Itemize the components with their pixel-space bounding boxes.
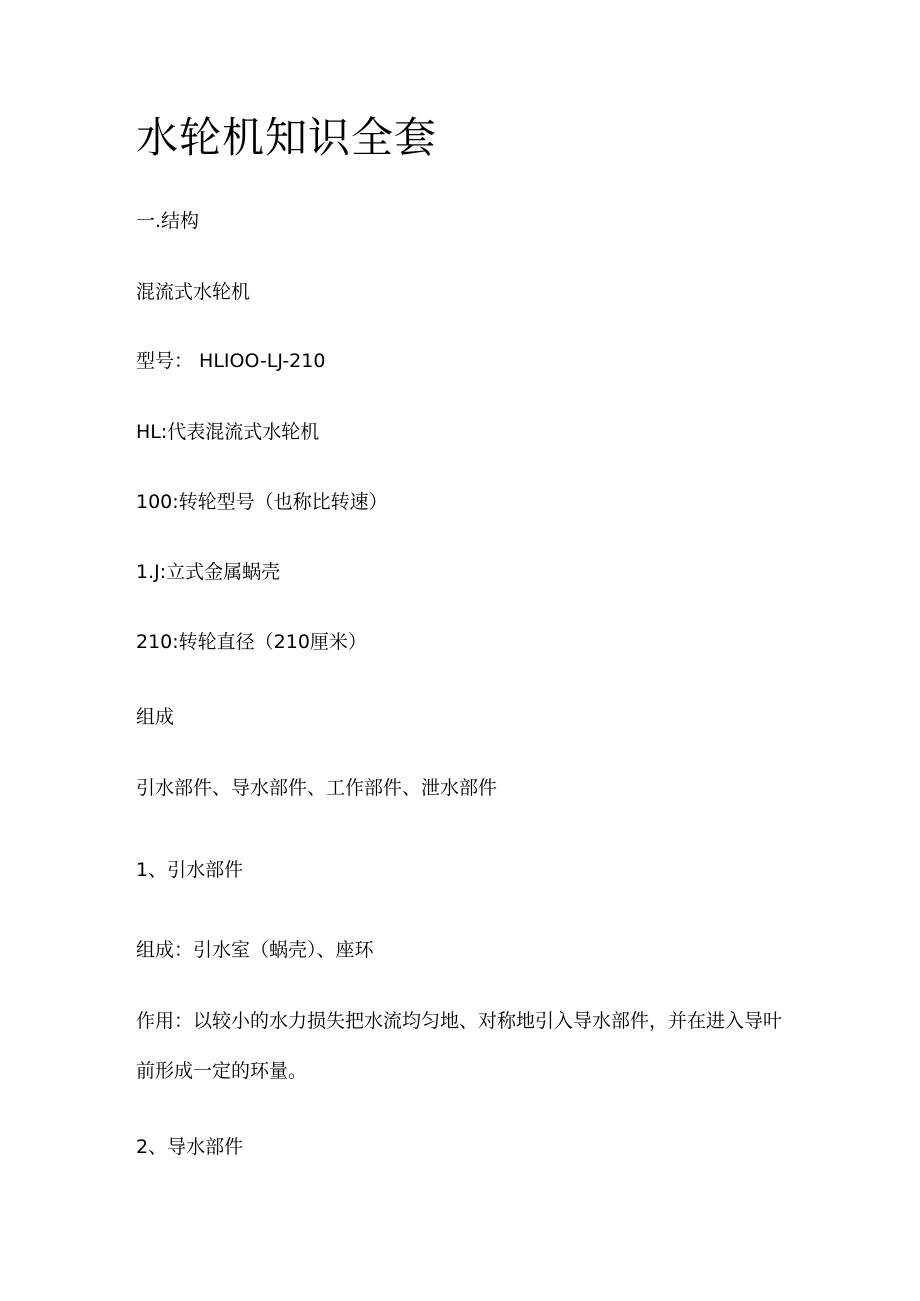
text-line: 1.J:立式金属蜗壳 — [136, 561, 281, 583]
document-title: 水轮机知识全套 — [136, 113, 438, 162]
text-line: 100:转轮型号（也称比转速） — [136, 491, 388, 513]
text-line: 组成：引水室（蜗壳）、座环 — [136, 939, 374, 961]
subsection-heading: 2、导水部件 — [136, 1136, 244, 1158]
text-line: HL:代表混流式水轮机 — [136, 421, 320, 443]
section-heading-structure: 一.结构 — [136, 210, 200, 232]
text-line: 引水部件、导水部件、工作部件、泄水部件 — [136, 777, 498, 799]
text-line: 混流式水轮机 — [136, 281, 251, 303]
text-line: 型号： HLIOO-LJ-210 — [136, 350, 326, 372]
text-paragraph: 作用：以较小的水力损失把水流均匀地、对称地引入导水部件，并在进入导叶前形成一定的环量。 — [136, 1010, 783, 1082]
subsection-heading: 1、引水部件 — [136, 859, 244, 881]
text-line: 组成 — [136, 706, 175, 728]
text-line: 210:转轮直径（210厘米） — [136, 631, 367, 653]
